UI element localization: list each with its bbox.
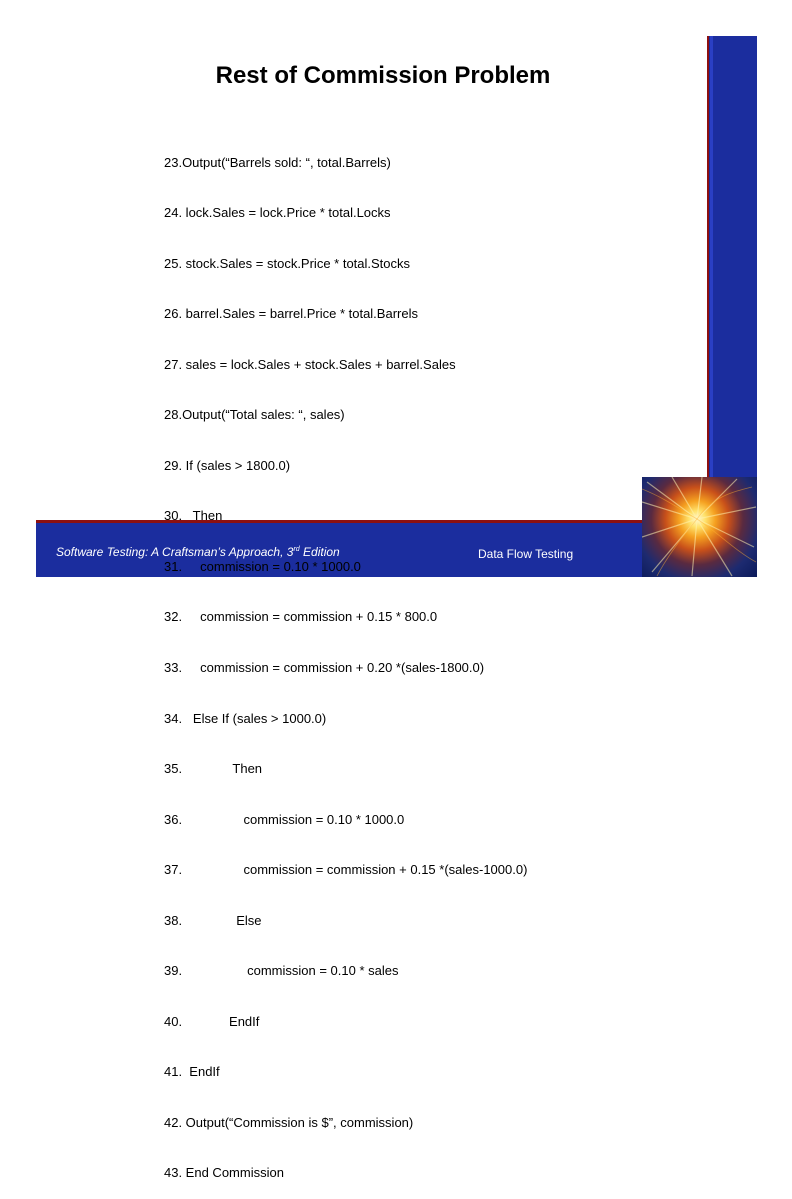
right-decorative-bar — [707, 36, 757, 477]
code-line: 30. Then — [164, 508, 223, 524]
code-line: 28.Output(“Total sales: “, sales) — [164, 407, 345, 423]
footer-topic: Data Flow Testing — [478, 547, 574, 561]
code-line: 29. If (sales > 1800.0) — [164, 457, 291, 473]
code-line: 41. EndIf — [164, 1064, 220, 1080]
code-line: 25. stock.Sales = stock.Price * total.Stocks — [164, 255, 411, 271]
code-line: 42. Output(“Commission is $”, commission) — [164, 1114, 414, 1130]
code-line: 39. commission = 0.10 * sales — [164, 963, 399, 979]
code-line: 40. EndIf — [164, 1013, 260, 1029]
edition-superscript: rd — [293, 546, 300, 553]
code-line: 38. Else — [164, 912, 262, 928]
code-line: 24. lock.Sales = lock.Price * total.Locks — [164, 205, 391, 221]
slide-title: Rest of Commission Problem — [215, 62, 551, 89]
code-line: 31. commission = 0.10 * 1000.0 — [164, 558, 361, 574]
pseudocode-listing — [164, 121, 527, 1199]
code-line: 37. commission = commission + 0.15 *(sales-1000.0) — [164, 862, 528, 878]
code-line: 35. Then — [164, 761, 263, 777]
code-line: 34. Else If (sales > 1000.0) — [164, 710, 327, 726]
code-line: 27. sales = lock.Sales + stock.Sales + barrel.Sales — [164, 356, 456, 372]
code-line: 36. commission = 0.10 * 1000.0 — [164, 811, 405, 827]
footer-book-title: Software Testing: A Craftsman’s Approach, 3rd Edition — [56, 545, 340, 559]
code-line: 33. commission = commission + 0.20 *(sales-1800.0) — [164, 660, 485, 675]
code-line: 26. barrel.Sales = barrel.Price * total.Barrels — [164, 306, 418, 322]
corner-burst-image — [642, 477, 757, 577]
code-line: 23.Output(“Barrels sold: “, total.Barrels) — [164, 154, 391, 170]
code-line: 43. End Commission — [164, 1165, 284, 1181]
code-line: 32. commission = commission + 0.15 * 800.0 — [164, 609, 438, 625]
